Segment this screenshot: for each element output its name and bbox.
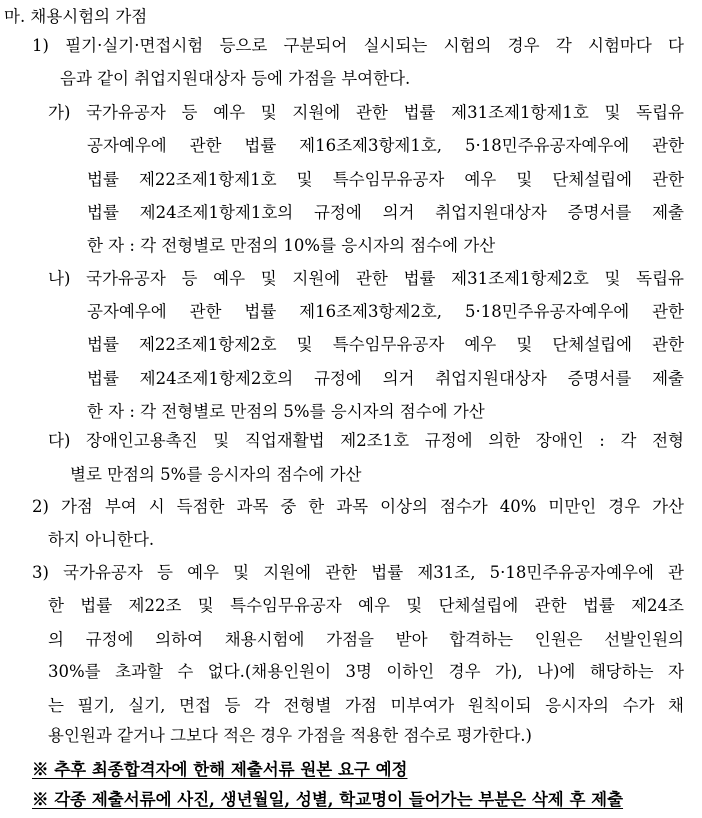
item-1-line: 음과 같이 취업지원대상자 등에 가점을 부여한다.	[60, 69, 411, 88]
item-3-line: 용인원과 같거나 그보다 적은 경우 가점을 적용한 점수로 평가한다.)	[48, 726, 532, 745]
sub-item-b-line: 공자예우에 관한 법률 제16조제3항제2호, 5·18민주유공자예우에 관한	[87, 302, 684, 321]
sub-item-a-line: 한 자 : 각 전형별로 만점의 10%를 응시자의 점수에 가산	[87, 236, 496, 255]
sub-item-a-line: 법률 제24조제1항제1호의 규정에 의거 취업지원대상자 증명서를 제출	[87, 203, 684, 222]
sub-item-b-line: 한 자 : 각 전형별로 만점의 5%를 응시자의 점수에 가산	[87, 402, 485, 421]
sub-item-a-line: 가) 국가유공자 등 예우 및 지원에 관한 법률 제31조제1항제1호 및 독립유	[48, 103, 684, 122]
item-3-line: 30%를 초과할 수 없다.(채용인원이 3명 이하인 경우 가), 나)에 해당하는 자	[48, 662, 684, 681]
item-3-line: 의 규정에 의하여 채용시험에 가점을 받아 합격하는 인원은 선발인원의	[48, 630, 684, 649]
item-2-line: 2) 가점 부여 시 득점한 과목 중 한 과목 이상의 점수가 40% 미만인 경우 가산	[32, 497, 684, 516]
sub-item-c-line: 별로 만점의 5%를 응시자의 점수에 가산	[70, 465, 362, 484]
note-redact-personal-info: ※ 각종 제출서류에 사진, 생년월일, 성별, 학교명이 들어가는 부분은 삭제 후 제출	[32, 790, 624, 809]
sub-item-a-line: 법률 제22조제1항제1호 및 특수임무유공자 예우 및 단체설립에 관한	[87, 170, 684, 189]
sub-item-b-line: 법률 제22조제1항제2호 및 특수임무유공자 예우 및 단체설립에 관한	[87, 335, 684, 354]
item-2-line: 하지 아니한다.	[48, 530, 155, 549]
section-heading: 마. 채용시험의 가점	[4, 7, 148, 26]
sub-item-b-line: 나) 국가유공자 등 예우 및 지원에 관한 법률 제31조제1항제2호 및 독립유	[48, 269, 684, 288]
sub-item-c-line: 다) 장애인고용촉진 및 직업재활법 제2조1호 규정에 의한 장애인 : 각 전형	[48, 431, 684, 450]
item-3-line: 한 법률 제22조 및 특수임무유공자 예우 및 단체설립에 관한 법률 제24조	[48, 596, 684, 615]
sub-item-a-line: 공자예우에 관한 법률 제16조제3항제1호, 5·18민주유공자예우에 관한	[87, 136, 684, 155]
sub-item-b-line: 법률 제24조제1항제2호의 규정에 의거 취업지원대상자 증명서를 제출	[87, 369, 684, 388]
item-3-line: 는 필기, 실기, 면접 등 각 전형별 가점 미부여가 원칙이되 응시자의 수가 채	[48, 696, 684, 715]
item-3-line: 3) 국가유공자 등 예우 및 지원에 관한 법률 제31조, 5·18민주유공자예우에 관	[32, 563, 684, 582]
item-1-line: 1) 필기·실기·면접시험 등으로 구분되어 실시되는 시험의 경우 각 시험마다 다	[32, 36, 684, 55]
note-original-documents: ※ 추후 최종합격자에 한해 제출서류 원본 요구 예정	[32, 760, 408, 779]
